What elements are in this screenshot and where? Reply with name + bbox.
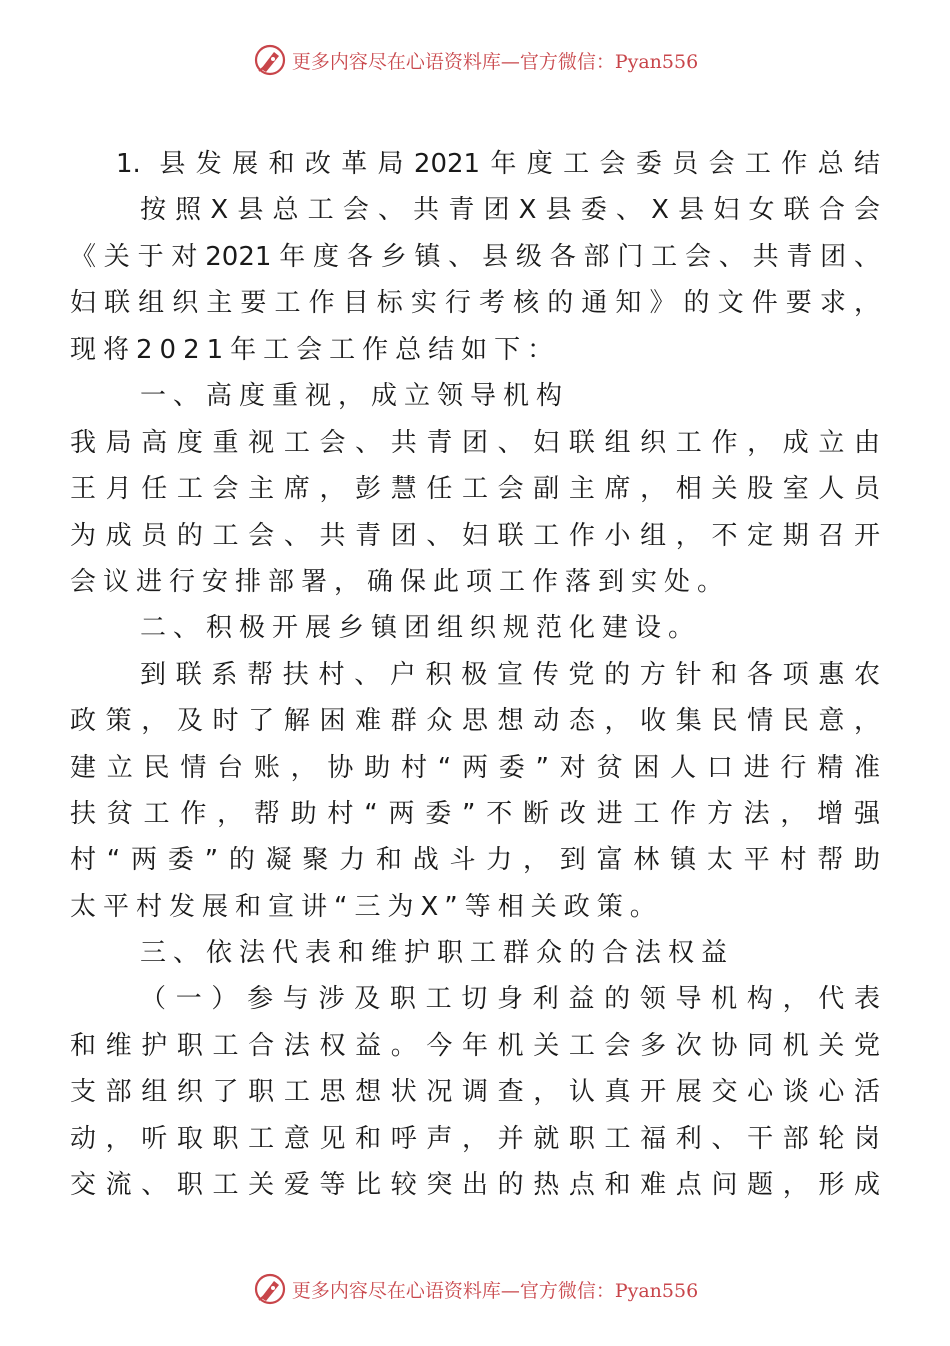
paragraph-line: 妇联组织主要工作目标实行考核的通知》的文件要求， <box>70 288 880 318</box>
paragraph-line: 支部组织了职工思想状况调查，认真开展交心谈心活 <box>70 1077 880 1107</box>
paragraph-line: 王月任工会主席，彭慧任工会副主席，相关股室人员 <box>70 474 880 504</box>
paragraph-line: 我局高度重视工会、共青团、妇联组织工作，成立由 <box>70 428 880 458</box>
watermark-text: 更多内容尽在心语资料库—官方微信：Pyan556 <box>291 50 699 73</box>
paragraph-line: （一）参与涉及职工切身利益的领导机构，代表 <box>140 984 880 1014</box>
paragraph-line: 为成员的工会、共青团、妇联工作小组，不定期召开 <box>70 521 880 551</box>
paragraph-line: 扶贫工作，帮助村“两委”不断改进工作方法，增强 <box>70 799 880 829</box>
section-heading-3: 三、依法代表和维护职工群众的合法权益 <box>140 938 735 968</box>
paragraph-line: 太平村发展和宣讲“三为X”等相关政策。 <box>70 892 663 922</box>
paragraph-line: 建立民情台账，协助村“两委”对贫困人口进行精准 <box>70 753 880 783</box>
pen-nib-icon <box>252 42 288 78</box>
watermark-header <box>0 40 950 80</box>
watermark-footer <box>0 1269 950 1309</box>
paragraph-line: 交流、职工关爱等比较突出的热点和难点问题，形成 <box>70 1170 880 1200</box>
paragraph-line: 到联系帮扶村、户积极宣传党的方针和各项惠农 <box>140 660 880 690</box>
document-title: 1. 县发展和改革局2021年度工会委员会工作总结 <box>116 149 880 179</box>
watermark-text: 更多内容尽在心语资料库—官方微信：Pyan556 <box>291 1279 699 1302</box>
pen-nib-icon <box>252 1271 288 1307</box>
paragraph-line: 政策，及时了解困难群众思想动态，收集民情民意， <box>70 706 880 736</box>
paragraph-line: 和维护职工合法权益。今年机关工会多次协同机关党 <box>70 1031 880 1061</box>
paragraph-line: 按照X县总工会、共青团X县委、X县妇女联合会 <box>140 195 880 225</box>
paragraph-line: 动，听取职工意见和呼声，并就职工福利、干部轮岗 <box>70 1124 880 1154</box>
paragraph-line: 现将2021年工会工作总结如下： <box>70 335 561 365</box>
paragraph-line: 村“两委”的凝聚力和战斗力，到富林镇太平村帮助 <box>70 845 880 875</box>
paragraph-line: 《关于对2021年度各乡镇、县级各部门工会、共青团、 <box>70 242 880 272</box>
paragraph-line: 会议进行安排部署，确保此项工作落到实处。 <box>70 567 731 597</box>
section-heading-2: 二、积极开展乡镇团组织规范化建设。 <box>140 613 702 643</box>
section-heading-1: 一、高度重视，成立领导机构 <box>140 381 570 411</box>
